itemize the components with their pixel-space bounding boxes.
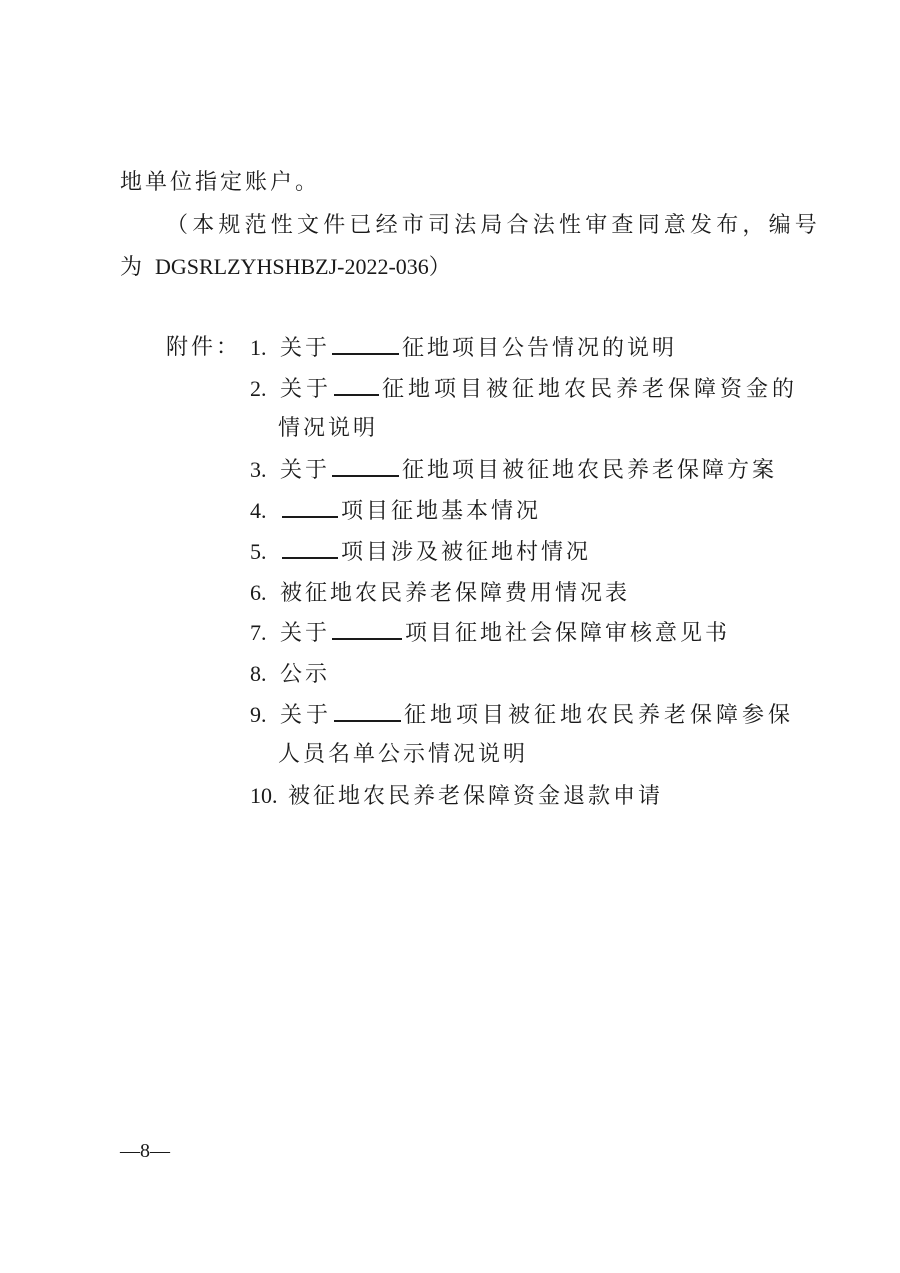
note-prefix: 为	[120, 255, 155, 280]
attachment-item-9	[250, 700, 794, 731]
item-text: 征地项目被征地农民养老保障资金的	[382, 377, 799, 402]
attachment-item-5	[250, 537, 591, 568]
item-text: 被征地农民养老保障费用情况表	[280, 581, 631, 606]
attachment-item-2	[250, 374, 798, 405]
attachment-item-8	[250, 659, 330, 690]
item-number: 2.	[250, 376, 267, 401]
page-number: —8—	[120, 1140, 170, 1162]
attachment-item-6	[250, 578, 630, 609]
attachment-item-7	[250, 618, 730, 649]
item-text: 项目征地基本情况	[341, 499, 542, 524]
note-line-1: （本规范性文件已经市司法局合法性审查同意发布，编号	[166, 213, 822, 238]
fill-blank	[332, 455, 399, 477]
item-number: 3.	[250, 457, 267, 482]
attachment-item-9-continued: 人员名单公示情况说明	[278, 742, 529, 767]
fill-blank	[282, 496, 338, 518]
item-number: 6.	[250, 580, 267, 605]
document-code: DGSRLZYHSHBZJ-2022-036	[155, 254, 429, 279]
note-line-2	[120, 252, 454, 283]
item-pre: 关于	[280, 621, 331, 646]
item-text: 公示	[280, 662, 331, 687]
body-line: 地单位指定账户。	[120, 170, 321, 195]
item-pre: 关于	[280, 458, 331, 483]
item-number: 4.	[250, 498, 267, 523]
item-pre: 关于	[280, 703, 333, 728]
item-text: 征地项目公告情况的说明	[402, 336, 678, 361]
fill-blank	[332, 618, 402, 640]
attachment-item-3	[250, 455, 777, 486]
fill-blank	[334, 700, 401, 722]
attachment-item-4	[250, 496, 541, 527]
item-text: 项目涉及被征地村情况	[341, 540, 592, 565]
fill-blank	[332, 333, 399, 355]
item-number: 9.	[250, 702, 267, 727]
item-text: 征地项目被征地农民养老保障方案	[402, 458, 778, 483]
item-text: 征地项目被征地农民养老保障参保	[404, 703, 795, 728]
item-pre: 关于	[280, 336, 331, 361]
attachment-item-10	[250, 781, 663, 812]
item-number: 5.	[250, 539, 267, 564]
item-number: 8.	[250, 661, 267, 686]
attachments-label: 附件：	[166, 335, 242, 360]
fill-blank	[282, 537, 338, 559]
fill-blank	[334, 374, 379, 396]
item-text: 被征地农民养老保障资金退款申请	[288, 784, 664, 809]
note-suffix: ）	[428, 255, 454, 280]
item-pre: 关于	[280, 377, 333, 402]
item-text: 项目征地社会保障审核意见书	[405, 621, 731, 646]
item-number: 10.	[250, 783, 278, 808]
attachment-item-2-continued: 情况说明	[278, 416, 379, 441]
item-number: 1.	[250, 335, 267, 360]
attachment-item-1	[250, 333, 677, 364]
item-number: 7.	[250, 620, 267, 645]
